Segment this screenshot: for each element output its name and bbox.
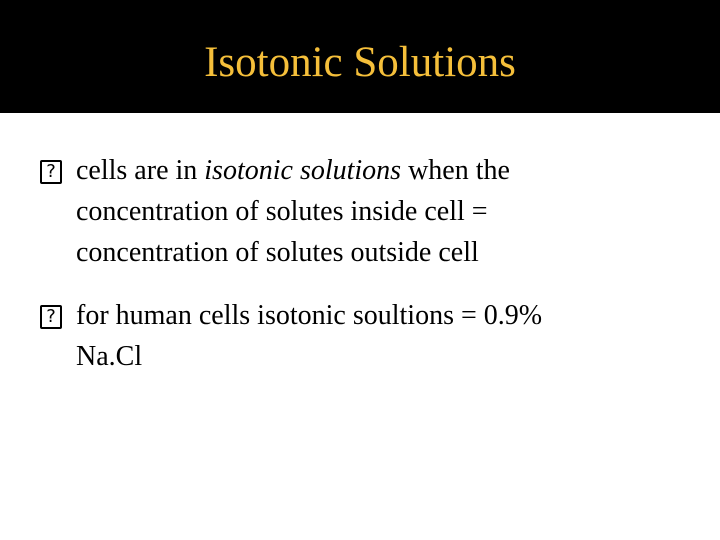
bullet-line-3: concentration of solutes outside cell <box>76 237 479 268</box>
slide-content <box>40 150 700 399</box>
bullet-line-1 <box>76 150 700 191</box>
title-band <box>0 0 720 113</box>
isotonic-solutions-term: isotonic solutions <box>204 155 402 186</box>
bullet-line-1: for human cells isotonic soultions = 0.9% <box>76 300 543 331</box>
bullet-text: when the <box>401 155 510 186</box>
bullet-line-2: Na.Cl <box>76 341 143 372</box>
bullet-item-isotonic-definition <box>40 150 700 273</box>
bullet-marker-icon: ? <box>40 160 62 184</box>
bullet-item-human-cells <box>40 295 700 377</box>
bullet-text: cells are in <box>76 155 205 186</box>
bullet-marker-icon: ? <box>40 305 62 329</box>
slide-title: Isotonic Solutions <box>204 39 516 86</box>
bullet-line-2: concentration of solutes inside cell = <box>76 196 488 227</box>
